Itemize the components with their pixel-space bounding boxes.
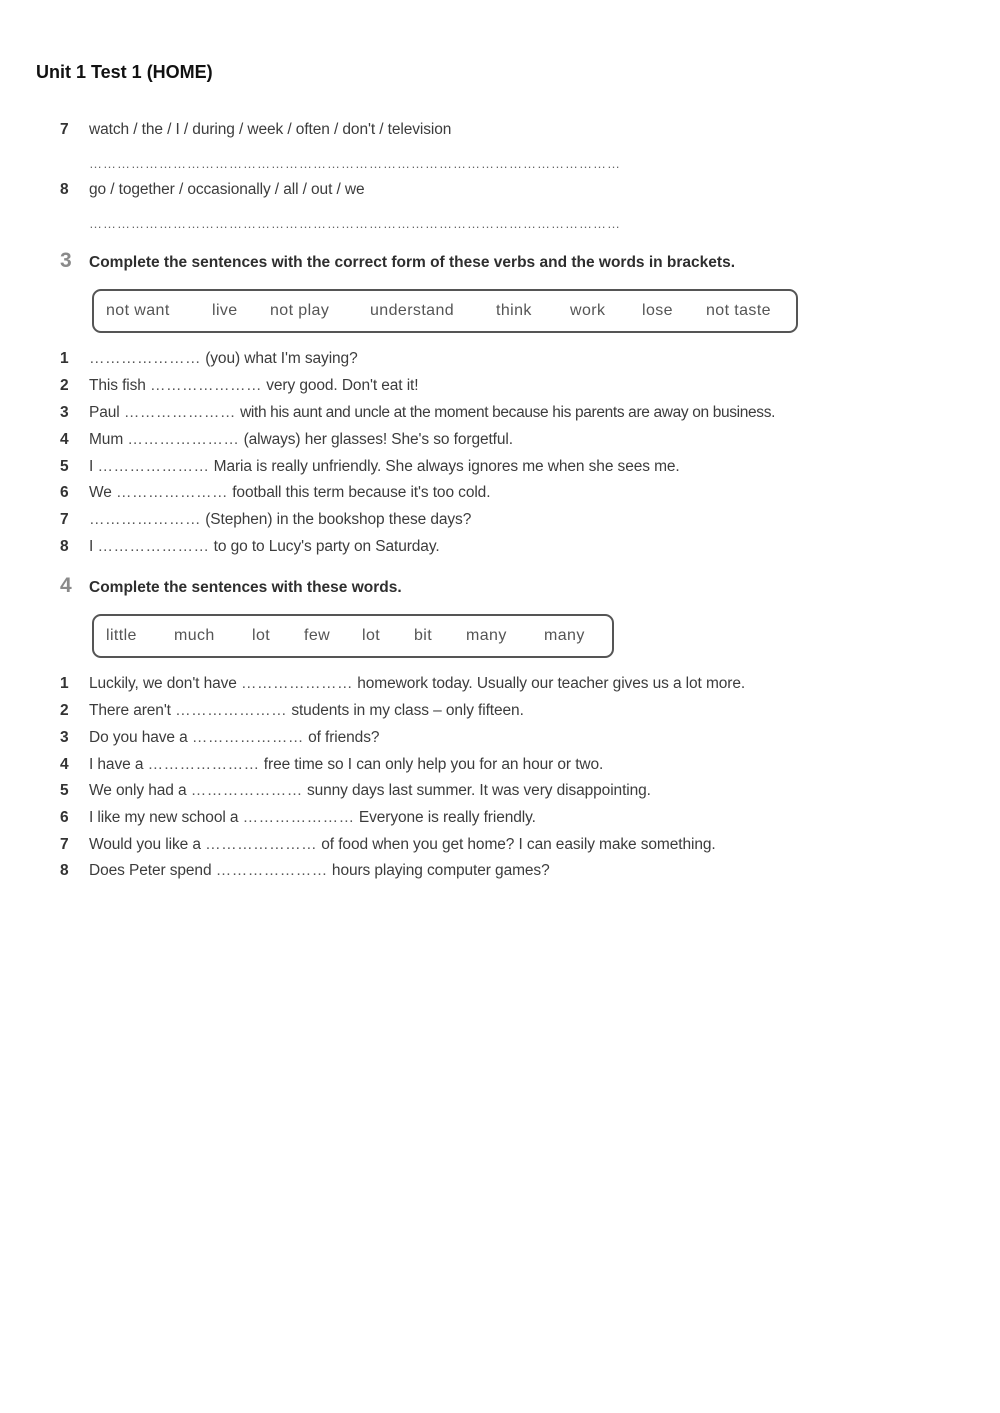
answer-gap[interactable]: ………………… bbox=[191, 729, 304, 746]
item-before: I bbox=[89, 538, 94, 555]
item-after: very good. Don't eat it! bbox=[266, 377, 419, 394]
answer-gap[interactable]: ………………… bbox=[123, 404, 236, 421]
s4-item-3 bbox=[60, 729, 379, 747]
s4-item-1 bbox=[60, 675, 745, 693]
item-before: Does Peter spend bbox=[89, 862, 212, 879]
s2-item-7 bbox=[60, 121, 451, 139]
word-item: understand bbox=[370, 302, 455, 319]
item-after: with his aunt and uncle at the moment because his parents are away on business. bbox=[240, 404, 776, 421]
word-item: few bbox=[304, 627, 331, 644]
word-item: lose bbox=[642, 302, 673, 319]
word-item: think bbox=[496, 302, 532, 319]
s4-item-2 bbox=[60, 702, 524, 720]
section-4-heading bbox=[60, 574, 402, 598]
word-item: much bbox=[174, 627, 215, 644]
item-after: to go to Lucy's party on Saturday. bbox=[213, 538, 440, 555]
item-after: homework today. Usually our teacher gives us a lot more. bbox=[357, 675, 746, 692]
answer-line[interactable]: …………………………………………………………………………………………………… bbox=[89, 216, 621, 231]
item-number: 1 bbox=[60, 675, 69, 692]
answer-gap[interactable]: ………………… bbox=[242, 809, 355, 826]
answer-gap[interactable]: ………………… bbox=[215, 862, 328, 879]
s4-item-8 bbox=[60, 862, 550, 880]
item-number: 5 bbox=[60, 458, 69, 475]
item-after: free time so I can only help you for an hour or two. bbox=[263, 756, 604, 773]
item-number: 6 bbox=[60, 484, 69, 501]
item-text: go / together / occasionally / all / out / we bbox=[89, 181, 365, 198]
section-3-heading bbox=[60, 249, 735, 273]
s3-item-1 bbox=[60, 350, 358, 368]
item-number: 8 bbox=[60, 862, 69, 879]
word-item: not play bbox=[270, 302, 330, 319]
item-number: 7 bbox=[60, 121, 69, 138]
word-item: lot bbox=[252, 627, 271, 644]
item-after: (Stephen) in the bookshop these days? bbox=[205, 511, 472, 528]
s4-item-7 bbox=[60, 836, 716, 854]
item-number: 6 bbox=[60, 809, 69, 826]
item-before: I have a bbox=[89, 756, 144, 773]
item-after: students in my class – only fifteen. bbox=[291, 702, 524, 719]
item-after: of food when you get home? I can easily make something. bbox=[321, 836, 716, 853]
s3-item-5 bbox=[60, 458, 680, 476]
answer-gap[interactable]: ………………… bbox=[175, 702, 288, 719]
s3-item-8 bbox=[60, 538, 440, 556]
item-before: We bbox=[89, 484, 112, 501]
answer-gap[interactable]: ………………… bbox=[116, 484, 228, 501]
word-item: live bbox=[212, 302, 238, 319]
item-before: Paul bbox=[89, 404, 120, 421]
item-after: football this term because it's too cold. bbox=[232, 484, 491, 501]
word-box-quantifiers bbox=[92, 614, 614, 658]
item-before: Would you like a bbox=[89, 836, 201, 853]
page-title: Unit 1 Test 1 (HOME) bbox=[36, 62, 213, 82]
answer-gap[interactable]: ………………… bbox=[89, 350, 201, 367]
item-number: 8 bbox=[60, 538, 69, 555]
word-item: not want bbox=[106, 302, 170, 319]
section-number: 3 bbox=[60, 249, 72, 272]
section-instruction: Complete the sentences with the correct form of these verbs and the words in brackets. bbox=[89, 254, 735, 271]
item-number: 8 bbox=[60, 181, 69, 198]
item-number: 3 bbox=[60, 404, 69, 421]
answer-gap[interactable]: ………………… bbox=[150, 377, 263, 394]
item-before: I like my new school a bbox=[89, 809, 239, 826]
item-number: 2 bbox=[60, 702, 69, 719]
word-item: work bbox=[570, 302, 606, 319]
answer-gap[interactable]: ………………… bbox=[97, 458, 210, 475]
item-after: of friends? bbox=[308, 729, 380, 746]
s3-item-7 bbox=[60, 511, 471, 529]
s3-item-3 bbox=[60, 404, 775, 422]
item-before: This fish bbox=[89, 377, 146, 394]
item-number: 1 bbox=[60, 350, 69, 367]
item-text: watch / the / I / during / week / often / don't / television bbox=[89, 121, 452, 138]
answer-line[interactable]: …………………………………………………………………………………………………… bbox=[89, 156, 621, 171]
item-number: 4 bbox=[60, 431, 69, 448]
item-number: 3 bbox=[60, 729, 69, 746]
item-after: Maria is really unfriendly. She always ignores me when she sees me. bbox=[213, 458, 680, 475]
s4-item-5 bbox=[60, 782, 651, 800]
item-number: 7 bbox=[60, 836, 69, 853]
answer-gap[interactable]: ………………… bbox=[97, 538, 210, 555]
item-after: sunny days last summer. It was very disappointing. bbox=[306, 782, 651, 799]
word-box-verbs bbox=[92, 289, 798, 333]
answer-gap[interactable]: ………………… bbox=[147, 756, 260, 773]
word-item: many bbox=[544, 627, 585, 644]
word-item: bit bbox=[414, 627, 433, 644]
s2-item-8 bbox=[60, 181, 365, 199]
word-item: little bbox=[106, 627, 137, 644]
item-before: Luckily, we don't have bbox=[89, 675, 237, 692]
word-item: lot bbox=[362, 627, 381, 644]
answer-gap[interactable]: ………………… bbox=[127, 431, 240, 448]
s3-item-2 bbox=[60, 377, 418, 395]
section-instruction: Complete the sentences with these words. bbox=[89, 579, 402, 596]
item-before: Mum bbox=[89, 431, 124, 448]
s4-item-6 bbox=[60, 809, 536, 827]
item-before: Do you have a bbox=[89, 729, 188, 746]
s3-item-6 bbox=[60, 484, 490, 502]
item-after: Everyone is really friendly. bbox=[358, 809, 536, 826]
item-number: 4 bbox=[60, 756, 69, 773]
item-number: 7 bbox=[60, 511, 69, 528]
word-item: many bbox=[466, 627, 507, 644]
item-before: We only had a bbox=[89, 782, 187, 799]
item-number: 5 bbox=[60, 782, 69, 799]
word-item: not taste bbox=[706, 302, 771, 319]
answer-gap[interactable]: ………………… bbox=[89, 511, 201, 528]
answer-gap[interactable]: ………………… bbox=[190, 782, 303, 799]
s3-item-4 bbox=[60, 431, 513, 449]
section-number: 4 bbox=[60, 574, 72, 597]
item-before: I bbox=[89, 458, 94, 475]
item-number: 2 bbox=[60, 377, 69, 394]
item-after: (you) what I'm saying? bbox=[205, 350, 358, 367]
answer-gap[interactable]: ………………… bbox=[241, 675, 354, 692]
item-before: There aren't bbox=[89, 702, 171, 719]
answer-gap[interactable]: ………………… bbox=[205, 836, 318, 853]
item-after: hours playing computer games? bbox=[331, 862, 550, 879]
s4-item-4 bbox=[60, 756, 603, 774]
item-after: (always) her glasses! She's so forgetful. bbox=[243, 431, 513, 448]
